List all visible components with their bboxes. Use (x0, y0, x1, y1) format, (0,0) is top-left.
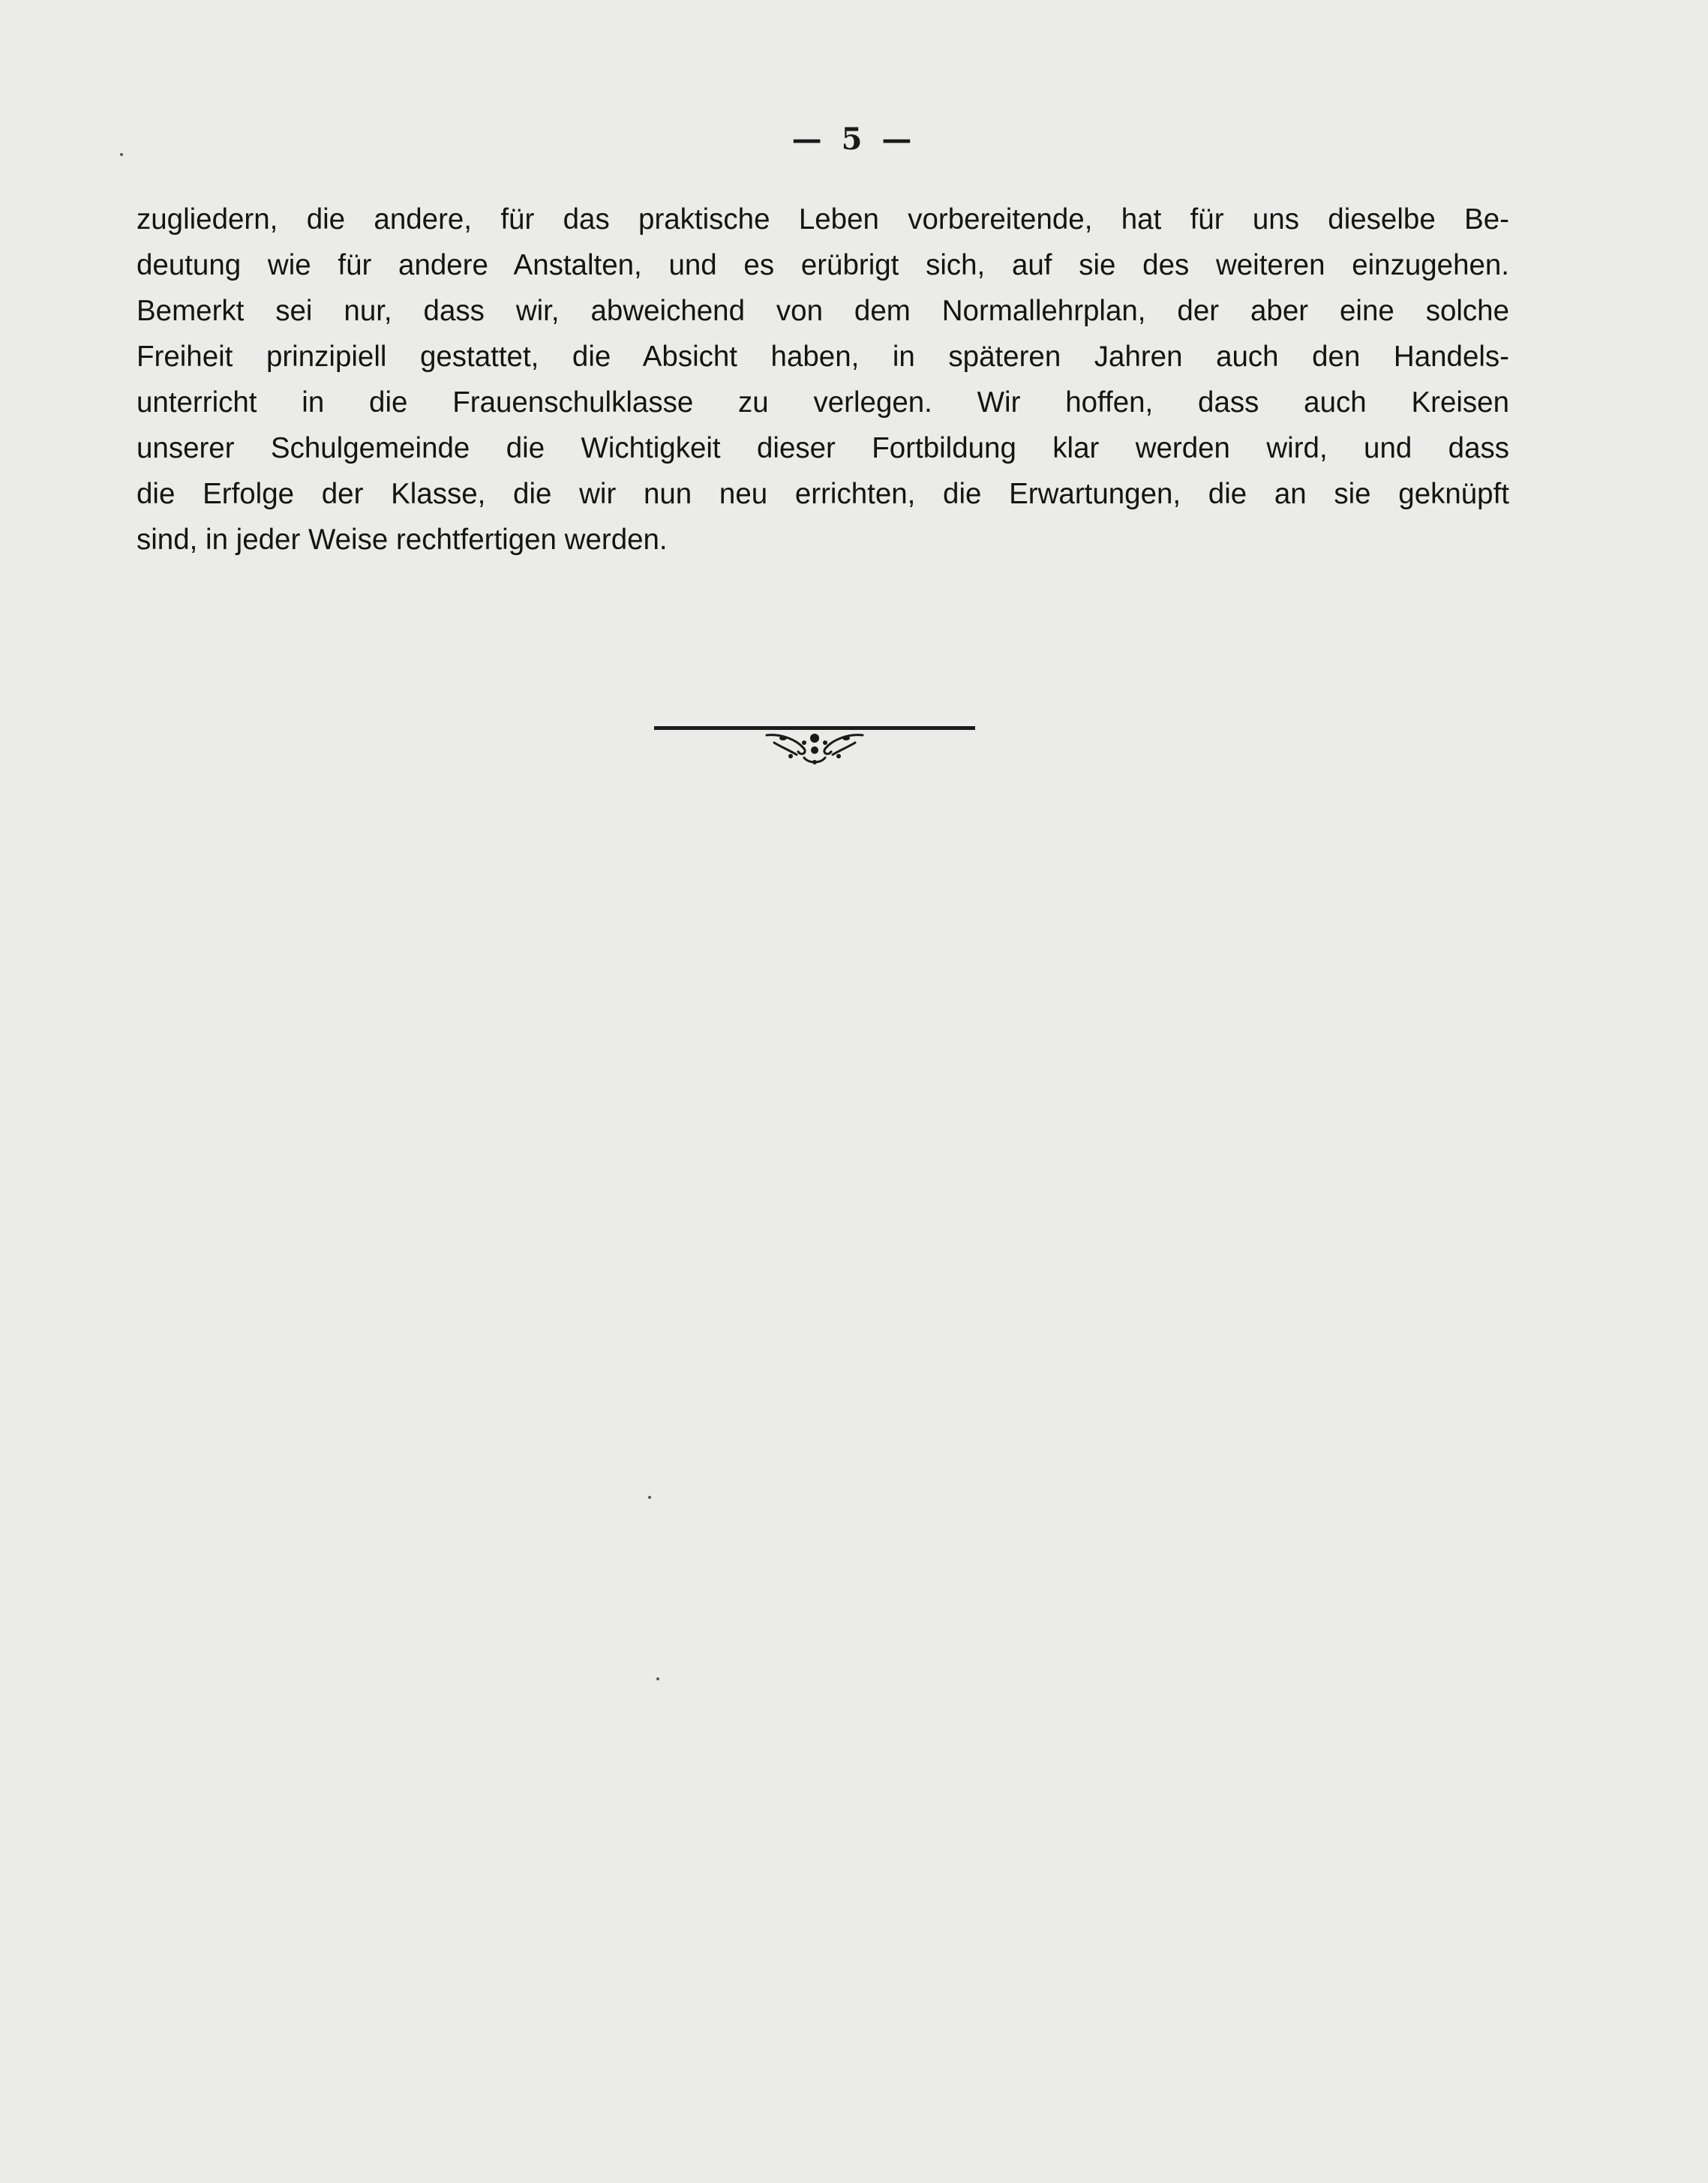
page-number: — 5 — (791, 122, 917, 157)
text-line: Bemerkt sei nur, dass wir, abweichend von dem Normallehrplan, der aber eine solche (137, 295, 1509, 327)
text-line: unserer Schulgemeinde die Wichtigkeit dieser Fortbildung klar werden wird, und dass (137, 432, 1509, 464)
text-line: Freiheit prinzipiell gestattet, die Absicht haben, in späteren Jahren auch den Handels- (137, 341, 1509, 373)
text-line: die Erfolge der Klasse, die wir nun neu errichten, die Erwartungen, die an sie geknüpft (137, 478, 1509, 510)
text-line: deutung wie für andere Anstalten, und es erübrigt sich, auf sie des weiteren einzugehen. (137, 249, 1509, 281)
body-paragraph (137, 197, 1509, 563)
flourish-divider-icon (654, 722, 975, 768)
text-line: unterricht in die Frauenschulklasse zu verlegen. Wir hoffen, dass auch Kreisen (137, 386, 1509, 419)
speck (656, 1677, 659, 1680)
speck (648, 1496, 651, 1499)
text-line: zugliedern, die andere, für das praktische Leben vorbereitende, hat für uns dieselbe Be- (137, 203, 1509, 236)
speck (120, 153, 123, 156)
text-line: sind, in jeder Weise rechtfertigen werden. (137, 524, 668, 556)
